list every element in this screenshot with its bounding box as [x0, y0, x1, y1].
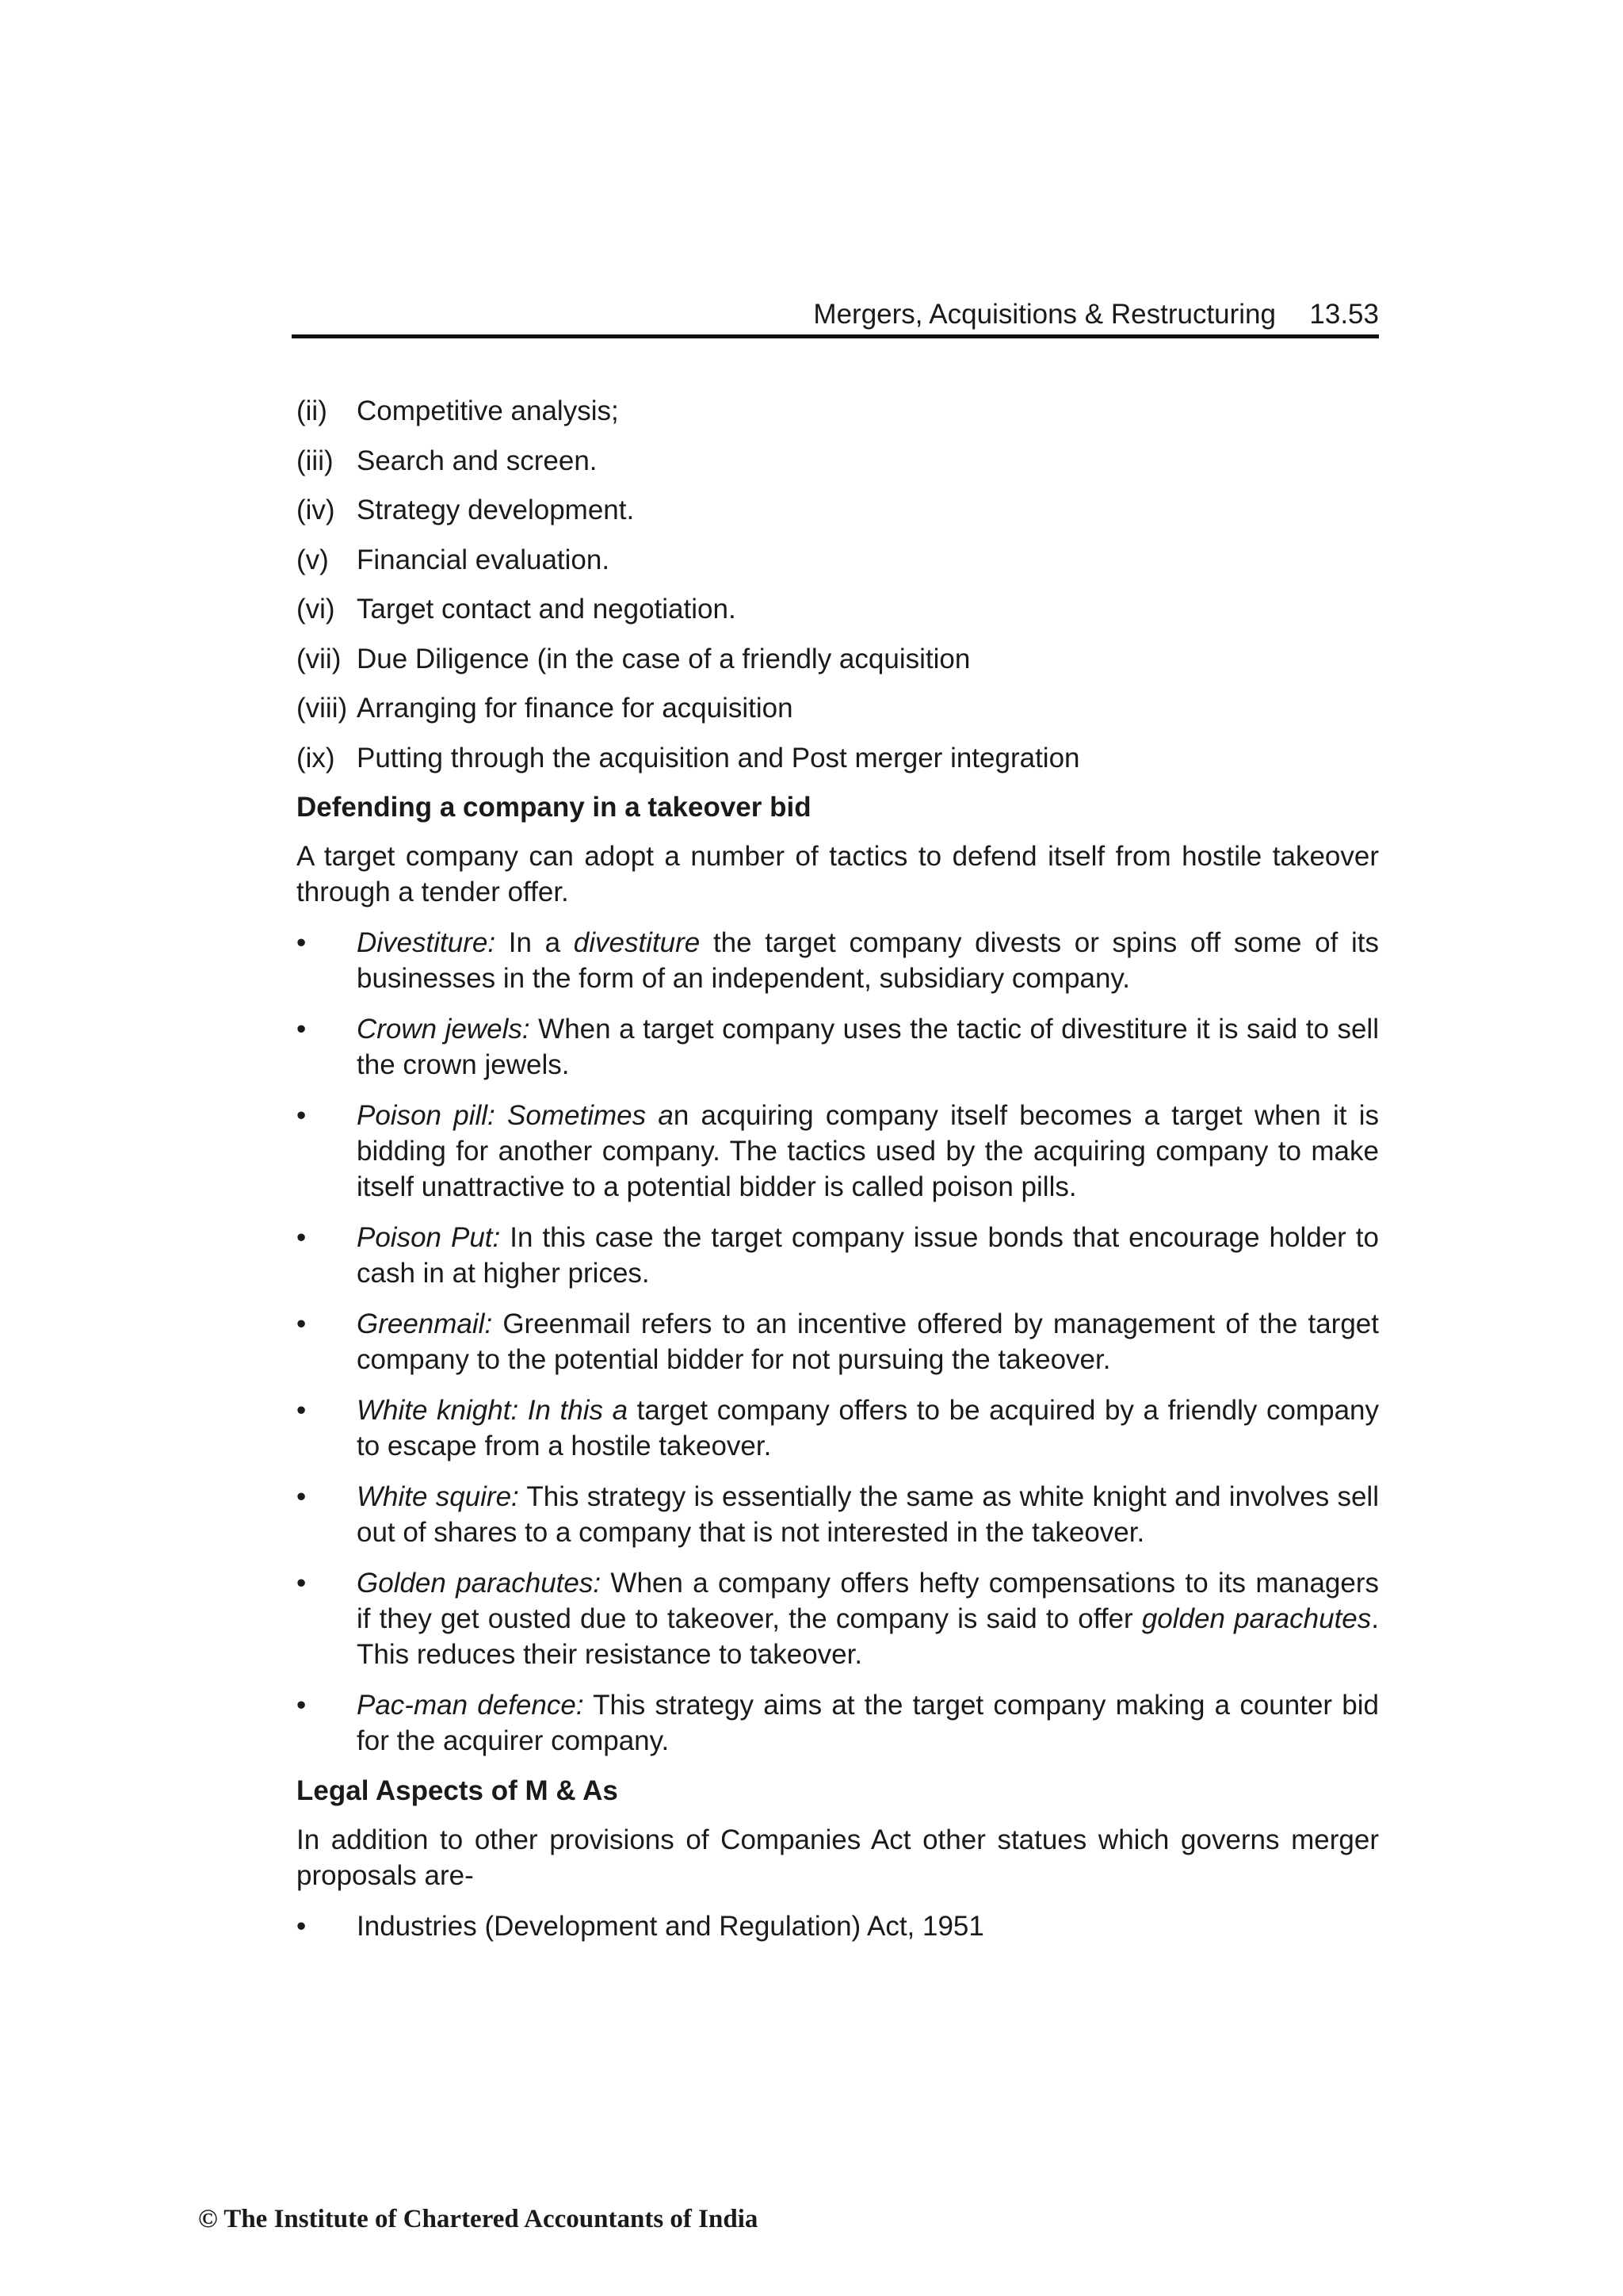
chapter-title: Mergers, Acquisitions & Restructuring	[813, 299, 1276, 330]
list-item	[296, 486, 1379, 536]
bullet-icon: •	[296, 1014, 307, 1045]
item-number: (ii)	[296, 395, 327, 426]
tactic-golden-parachutes	[296, 1565, 1379, 1672]
page-content	[296, 387, 1379, 1944]
tactic-greenmail	[296, 1306, 1379, 1377]
item-text: Putting through the acquisition and Post merger integration	[357, 742, 1080, 774]
tactic-text: This strategy aims at the target company making a counter bid for the acquirer company.	[357, 1690, 1379, 1756]
tactic-text: n acquiring company itself becomes a target when it is bidding for another company. The tactics used by the acquiring company to make itself unattractive to a potential bidder is called poison pills.	[357, 1100, 1379, 1202]
item-number: (vi)	[296, 594, 335, 625]
bullet-icon: •	[296, 1222, 307, 1253]
copyright-footer: © The Institute of Chartered Accountants of India	[198, 2205, 758, 2233]
list-item	[296, 734, 1379, 784]
tactic-term: White squire:	[357, 1481, 519, 1512]
bullet-icon: •	[296, 927, 307, 958]
running-header	[292, 295, 1379, 338]
tactic-crown-jewels	[296, 1011, 1379, 1083]
defending-intro-paragraph: A target company can adopt a number of tactics to defend itself from hostile takeover through a tender offer.	[296, 841, 1379, 907]
tactic-term: Crown jewels:	[357, 1014, 530, 1045]
tactic-term: Greenmail:	[357, 1308, 493, 1339]
bullet-icon: •	[296, 1690, 307, 1721]
legal-intro-paragraph: In addition to other provisions of Companies Act other statues which governs merger proposals are-	[296, 1824, 1379, 1891]
list-item	[296, 684, 1379, 734]
list-item	[296, 437, 1379, 487]
bullet-icon: •	[296, 1308, 307, 1339]
tactic-text: In this case the target company issue bonds that encourage holder to cash in at higher prices.	[357, 1222, 1379, 1289]
tactic-term: Poison Put:	[357, 1222, 501, 1253]
item-text: Search and screen.	[357, 445, 598, 476]
bullet-icon: •	[296, 1911, 307, 1942]
item-number: (v)	[296, 544, 329, 575]
tactic-text: . This reduces their resistance to takeover.	[357, 1603, 1379, 1670]
tactic-poison-pill	[296, 1098, 1379, 1205]
tactic-poison-put	[296, 1220, 1379, 1291]
tactic-term: Pac-man defence:	[357, 1690, 584, 1721]
tactic-emphasis: golden parachutes	[1141, 1603, 1372, 1634]
tactic-white-knight	[296, 1392, 1379, 1464]
tactic-term: Divestiture:	[357, 927, 496, 958]
item-text: Due Diligence (in the case of a friendly acquisition	[357, 643, 971, 674]
tactic-term: White knight: In this a	[357, 1395, 628, 1426]
item-text: Target contact and negotiation.	[357, 594, 736, 625]
tactic-divestiture	[296, 925, 1379, 996]
tactic-text: Greenmail refers to an incentive offered by management of the target company to the potential bidder for not pursuing the takeover.	[357, 1308, 1379, 1375]
item-text: Strategy development.	[357, 495, 635, 525]
statutes-list	[296, 1908, 1379, 1944]
defence-tactics-list	[296, 925, 1379, 1759]
tactic-text: the target company divests or spins off some of its businesses in the form of an independent, subsidiary company.	[357, 927, 1380, 994]
statute-item	[296, 1908, 1379, 1944]
tactic-text: When a company offers hefty compensations to its managers if they get ousted due to takeover, the company is said to offer	[357, 1568, 1379, 1634]
item-number: (ix)	[296, 742, 335, 774]
item-number: (iii)	[296, 445, 334, 476]
statute-text: Industries (Development and Regulation) Act, 1951	[357, 1911, 984, 1942]
bullet-icon: •	[296, 1481, 307, 1512]
tactic-term: Poison pill: Sometimes a	[357, 1100, 674, 1131]
bullet-icon: •	[296, 1568, 307, 1599]
item-number: (iv)	[296, 495, 335, 525]
list-item	[296, 536, 1379, 586]
item-text: Financial evaluation.	[357, 544, 610, 575]
tactic-text: target company offers to be acquired by a friendly company to escape from a hostile takeover.	[357, 1395, 1380, 1461]
bullet-icon: •	[296, 1395, 307, 1426]
section-heading-defending: Defending a company in a takeover bid	[296, 792, 812, 823]
acquisition-steps-list	[296, 387, 1379, 783]
tactic-term: Golden parachutes:	[357, 1568, 601, 1599]
tactic-text: When a target company uses the tactic of divestiture it is said to sell the crown jewels.	[357, 1014, 1379, 1080]
item-text: Competitive analysis;	[357, 395, 619, 426]
list-item	[296, 387, 1379, 437]
bullet-icon: •	[296, 1100, 307, 1131]
section-heading-legal: Legal Aspects of M & As	[296, 1775, 618, 1806]
page-number: 13.53	[1309, 299, 1379, 330]
item-number: (viii)	[296, 693, 348, 724]
item-number: (vii)	[296, 643, 342, 674]
tactic-text: This strategy is essentially the same as white knight and involves sell out of shares to a company that is not interested in the takeover.	[357, 1481, 1379, 1548]
list-item	[296, 635, 1379, 685]
item-text: Arranging for finance for acquisition	[357, 693, 793, 724]
list-item	[296, 585, 1379, 635]
tactic-pac-man-defence	[296, 1687, 1379, 1759]
tactic-white-squire	[296, 1479, 1379, 1550]
tactic-emphasis: divestiture	[573, 927, 701, 958]
tactic-text: In a	[495, 927, 574, 958]
